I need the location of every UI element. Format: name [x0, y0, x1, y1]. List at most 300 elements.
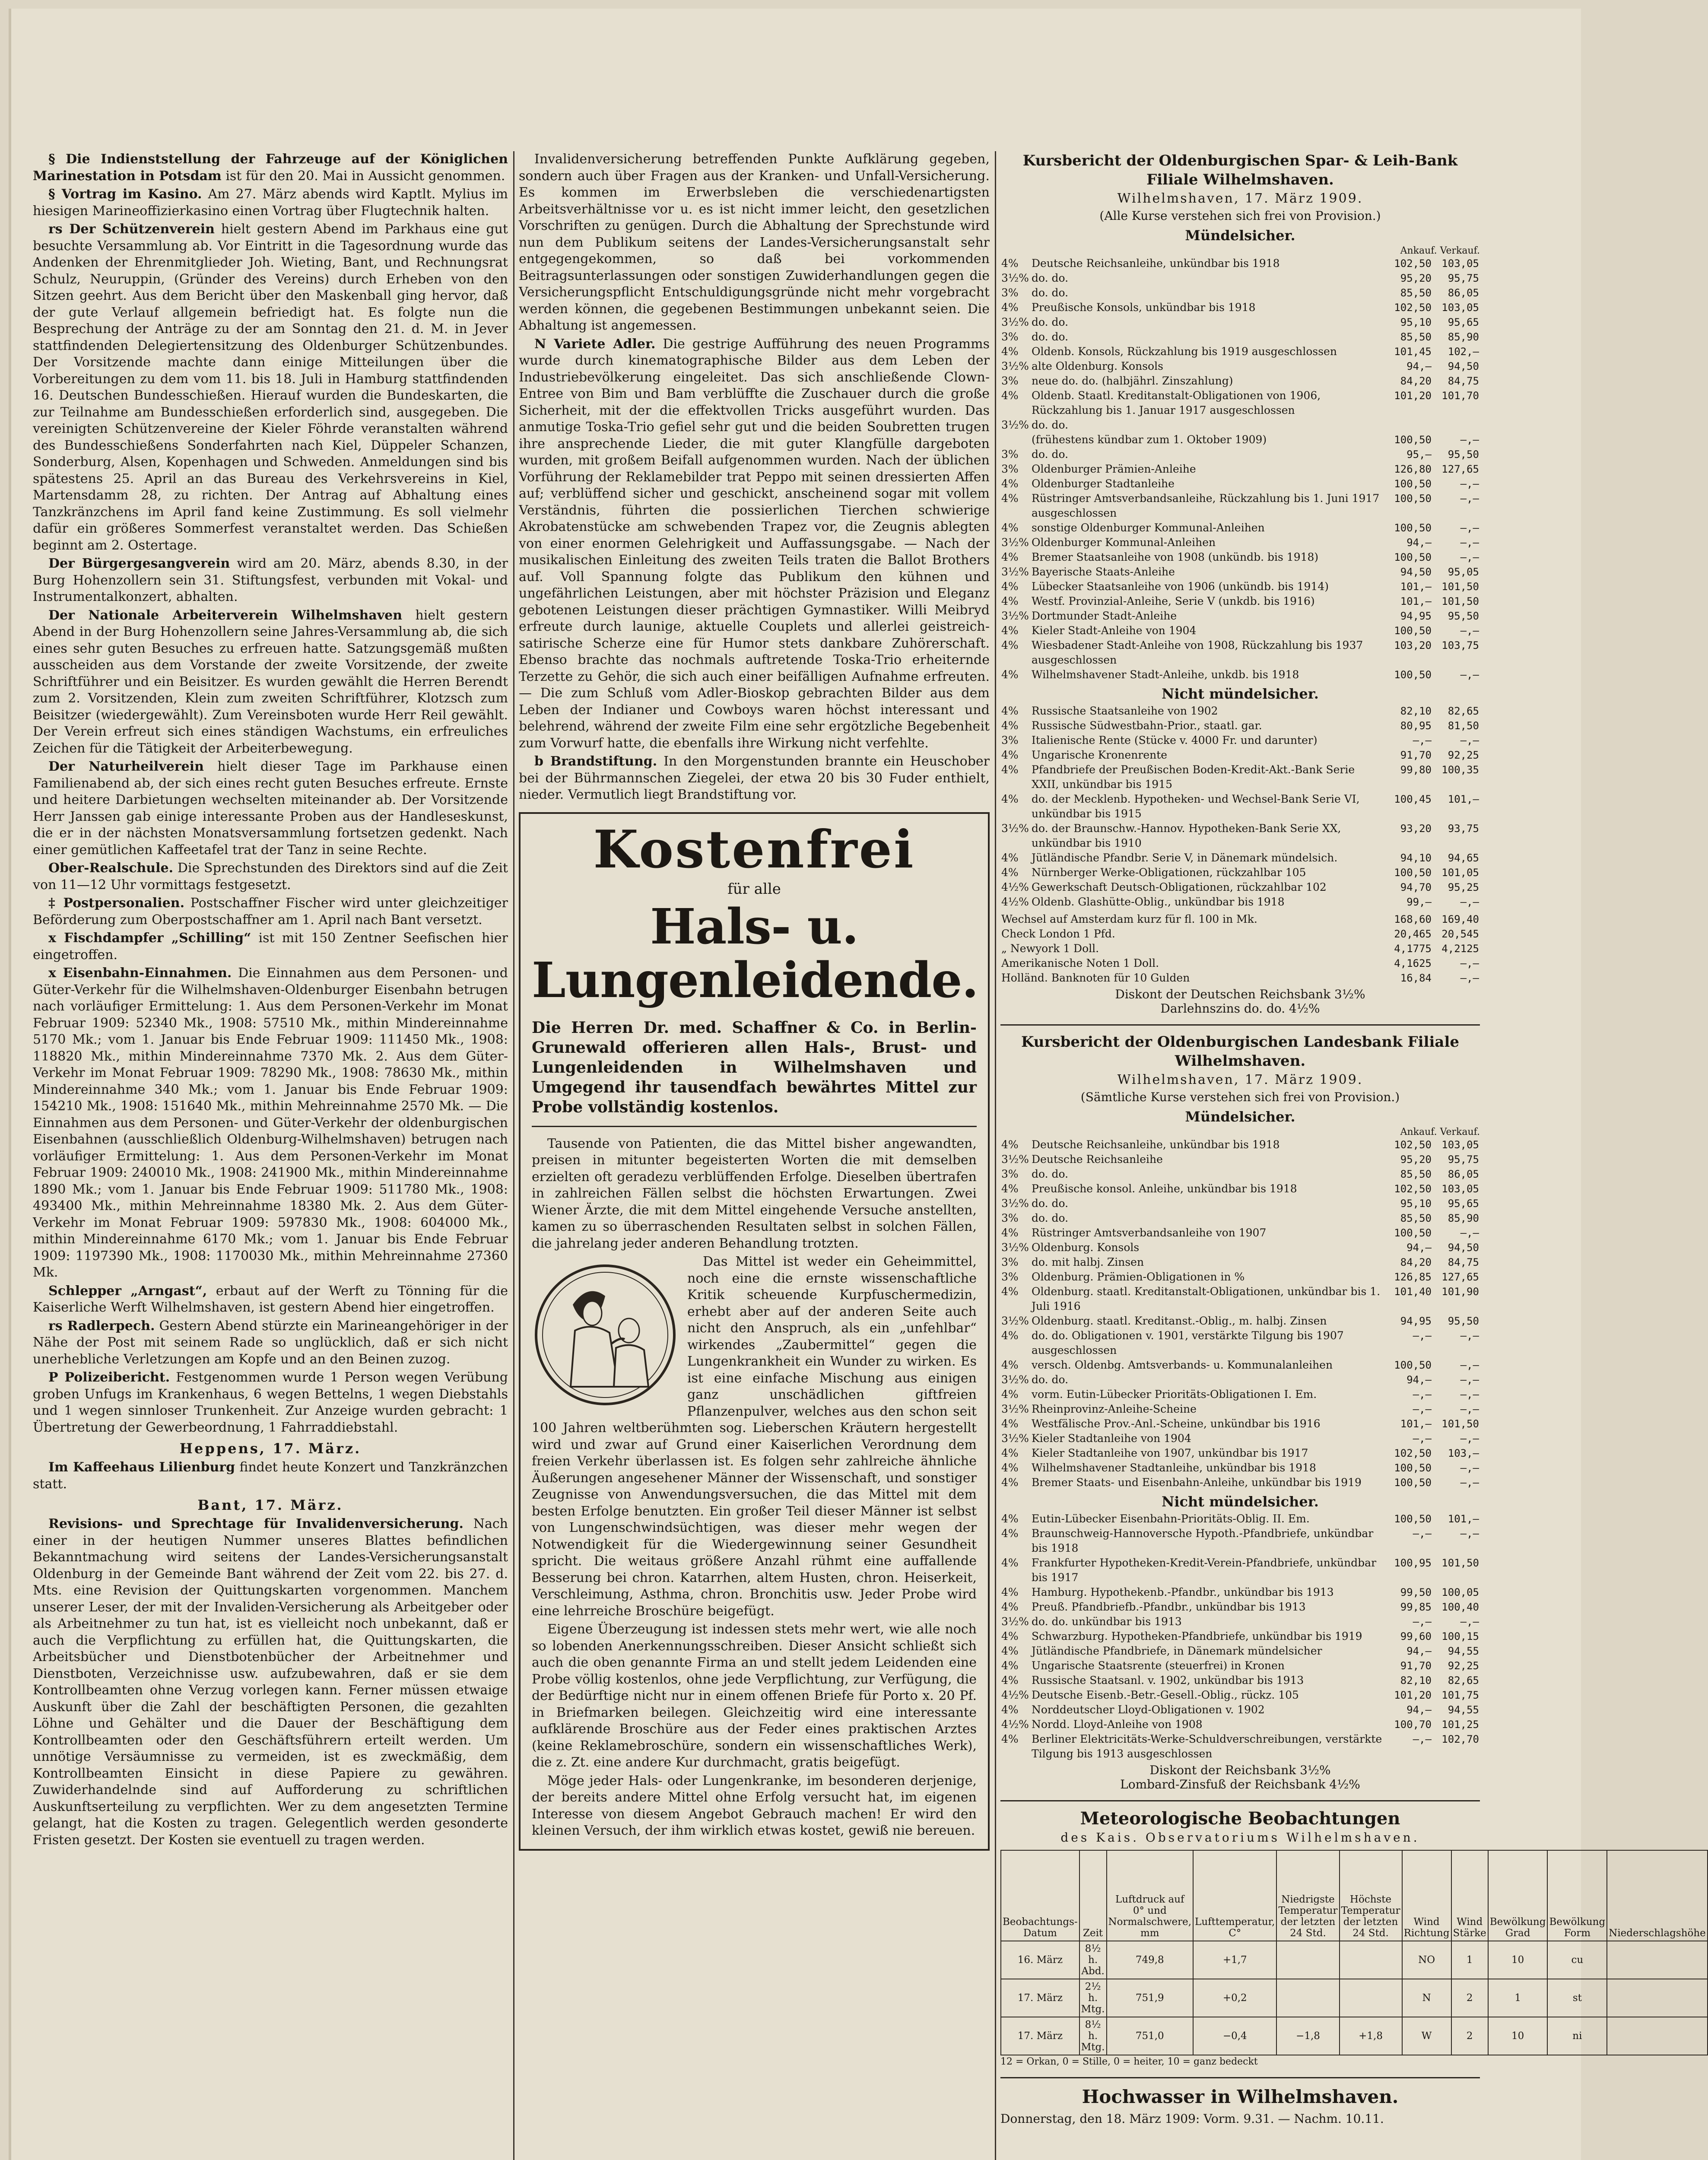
table-cell: 101,20 — [1394, 390, 1432, 402]
article-body: hielt gestern Abend im Parkhaus eine gut besuchte Versammlung ab. Vor Eintritt in die Tagesordnung wurde das Andenken der Ehrenmitglieder Joh. Wieting, Bant, und Rechnungsrat Schulz, Neuruppin, (Gründer des Vereins) durch Erheben von den Sitzen geehrt. Aus dem Bericht über den Maskenball ging hervor, daß der gute Verlauf allgemein befriedigt hat. Es folgte nun die Besprechung der Anträge zu der am Sonntag den 21. d. M. in Jever stattfindenden Delegiertensitzung des Oldenburger Schützenbundes. Der Vorsitzende machte dann einige Mitteilungen über die Vorbereitungen zu dem vom 11. bis 18. Juli in Hamburg stattfindenden 16. Deutschen Bundesschießen. Hierauf wurden die Bundeskarten, die zur Teilnahme am Bundesschießen erforderlich sind, ausgegeben. Die vereinigten Schützenvereine der Kieler Föhrde veranstalten während des Bundesschießens Sonderfahrten nach Kiel, Düppeler Schanzen, Sonderburg, Alsen, Kopenhagen und Schweden. Anmeldungen sind bis spätestens 25. April an das Bureau des Verkehrsvereins in Kiel, Martensdamm 28, zu richten. Der Antrag auf Abhaltung eines Tanzkränzchens im April fand keine Zustimmung. Es soll vielmehr dafür ein größeres Sommerfest veranstaltet werden. Das Schießen beginnt am 2. Ostertage. — [33, 222, 508, 553]
article-body: hielt gestern Abend in der Burg Hohenzollern seine Jahres-Versammlung ab, die sich eines sehr guten Besuches zu erfreuen hatte. Satzungsgemäß mußten ausscheiden aus dem Vorstande der zweite Vorsitzende, der zweite Schriftführer und ein Beisitzer. Es wurden gewählt die Herren Berendt zum 2. Vorsitzenden, Klein zum zweiten Schriftführer, Klotzsch zum Beisitzer (wiedergewählt). Zum Vereinsboten wurde Herr Reil gewählt. Der Verein erfreut sich eines ständigen Wachstums, ein erfreuliches Zeichen für die Tätigkeit der Arbeiterbewegung. — [33, 607, 508, 756]
article-body: Nach einer in der heutigen Nummer unseres Blattes befindlichen Bekanntmachung wird seitens der Landes-Versicherungsanstalt Oldenburg in der Gemeinde Bant während der Zeit vom 22. bis 27. d. Mts. eine Revision der Quittungskarten vorgenommen. Manchem unserer Leser, der mit der Invaliden-Versicherung als Arbeitgeber oder als Arbeitnehmer zu tun hat, ist es vielleicht noch unbekannt, daß er auch die Verpflichtung zu erfüllen hat, die Quittungskarten, die Arbeitsbücher und Dienstbotenbücher der Arbeitnehmer und Dienstboten, Verzeichnisse usw. aufzubewahren, daß er sie dem Kontrollbeamten ohne Verzug vorlegen kann. Ferner müssen etwaige Auskunft über die Zahl der beschäftigten Personen, die gezahlten Löhne und Gehälter und die Dauer der Beschäftigung dem Kontrollbeamten oder den Geschäftsführern erteilt werden. Um unnötige Versäumnisse zu vermeiden, ist es zweckmäßig, dem Kontrollbeamten Einsicht in diese Papiere zu gewähren. Zuwiderhandelnde sind auf Aufforderung zu schriftlichen Auskunftserteilung zu verpflichten. Wer zu dem angesetzten Termine gelangt, hat die Kosten zu tragen. Gelegentlich werden gesonderte Fristen gesetzt. Der Kosten sie eventuell zu tragen werden. — [33, 1516, 508, 1848]
kurs2-column-header: Ankauf. Verkauf. — [1400, 1127, 1480, 1137]
table-cell: 4% — [1001, 1512, 1019, 1525]
table-cell: —,— — [1460, 522, 1479, 534]
table-cell: 100,40 — [1441, 1601, 1479, 1613]
table-cell: 95,10 — [1400, 316, 1432, 328]
table-cell: 99,50 — [1400, 1586, 1432, 1598]
table-row — [1000, 432, 1480, 447]
table-cell: 20,465 — [1394, 928, 1432, 940]
table-cell: 4½% — [1001, 896, 1029, 908]
table-cell: 3½% — [1001, 1373, 1029, 1386]
table-cell: —,— — [1460, 1477, 1479, 1489]
article-body: Postschaffner Fischer wird unter gleichzeitiger Beförderung zum Oberpostschaffner am 1. April nach Bant versetzt. — [33, 896, 508, 928]
table-cell: Pfandbriefe der Preußischen Boden-Kredit-Akt.-Bank Serie XXII, unkündbar bis 1915 — [1032, 763, 1355, 791]
kurs2-table-unsafe — [1000, 1512, 1480, 1761]
table-cell: Jütländische Pfandbriefe, in Dänemark mündelsicher — [1032, 1645, 1322, 1657]
table-row — [1000, 1182, 1480, 1196]
meteo-header-cell: Höchste Temperatur der letzten 24 Std. — [1340, 1850, 1402, 1941]
table-row — [1000, 550, 1480, 565]
kurs1-date: Wilhelmshaven, 17. März 1909. — [1117, 191, 1363, 206]
table-cell: 100,50 — [1394, 1513, 1432, 1525]
meteo-header-cell: Lufttemperatur, C° — [1193, 1850, 1276, 1941]
table-cell: 92,25 — [1448, 1660, 1479, 1672]
tide-times: Donnerstag, den 18. März 1909: Vorm. 9.31. — Nachm. 10.11. — [1000, 2112, 1384, 2126]
table-cell: 3½% — [1001, 822, 1029, 835]
table-cell: 4% — [1001, 1417, 1019, 1430]
table-row — [1000, 1475, 1480, 1490]
table-cell: Oldenburg. staatl. Kreditanstalt-Obligationen, unkündbar bis 1. Juli 1916 — [1032, 1285, 1381, 1312]
table-cell: 81,50 — [1448, 720, 1479, 732]
table-cell: 4% — [1001, 1556, 1019, 1569]
table-cell: 127,65 — [1441, 463, 1479, 475]
meteo-header-cell: Niederschlagshöhe — [1607, 1850, 1708, 1941]
kurs2-note: (Sämtliche Kurse verstehen sich frei von Provision.) — [1080, 1090, 1400, 1104]
table-cell: —,— — [1460, 669, 1479, 681]
table-row — [1000, 565, 1480, 579]
table-cell: Kieler Stadt-Anleihe von 1904 — [1032, 624, 1197, 637]
table-cell: Westf. Provinzial-Anleihe, Serie V (unkdb. bis 1916) — [1032, 595, 1315, 607]
article — [33, 759, 508, 858]
table-cell: 3½% — [1001, 419, 1029, 431]
table-row — [1000, 609, 1480, 623]
table-row — [1000, 718, 1480, 733]
table-cell: 3% — [1001, 463, 1019, 475]
table-row — [1000, 895, 1480, 909]
meteo-cell: 17. März — [1001, 1979, 1079, 2017]
table-cell: Oldenb. Konsols, Rückzahlung bis 1919 ausgeschlossen — [1032, 345, 1337, 358]
table-row — [1000, 1255, 1480, 1270]
table-cell: 126,85 — [1394, 1271, 1432, 1283]
table-cell: 95,75 — [1448, 272, 1479, 284]
article-body: hielt dieser Tage im Parkhause einen Familienabend ab, der sich eines recht guten Besuches erfreute. Ernste und heitere Darbietungen wechselten miteinander ab. Der Vorsitzende Herr Janssen gab einige interessante Proben aus der Handleseskunst, die er in der nächsten Monatsversammlung fortsetzen gedenkt. Nach einer gemütlichen Kaffeetafel trat der Tanz in seine Rechte. — [33, 759, 508, 858]
table-cell: 3½% — [1001, 565, 1029, 578]
table-cell: 4% — [1001, 1138, 1019, 1151]
table-cell: 4% — [1001, 1703, 1019, 1716]
table-cell: 94,— — [1406, 1645, 1432, 1657]
table-cell: 101,50 — [1441, 581, 1479, 593]
table-row — [1000, 1644, 1480, 1658]
meteo-header-cell: Beobachtungs- Datum — [1001, 1850, 1079, 1941]
table-cell: 4% — [1001, 345, 1019, 358]
table-cell: 93,75 — [1448, 823, 1479, 835]
meteo-row — [1001, 2017, 1708, 2055]
meteo-cell — [1340, 1941, 1402, 1979]
table-cell: —,— — [1460, 537, 1479, 549]
table-cell: Russische Staatsanleihe von 1902 — [1032, 705, 1218, 717]
table-cell: —,— — [1460, 957, 1479, 969]
table-cell: 4% — [1001, 580, 1019, 593]
table-cell: 84,75 — [1448, 1256, 1479, 1268]
table-cell: 103,05 — [1441, 1139, 1479, 1151]
table-cell: do. der Mecklenb. Hypotheken- und Wechsel-Bank Serie VI, unkündbar bis 1915 — [1032, 793, 1360, 820]
table-cell: —,— — [1460, 1330, 1479, 1342]
table-cell: Deutsche Eisenb.-Betr.-Gesell.-Oblig., rückz. 105 — [1032, 1689, 1299, 1701]
table-row — [1000, 704, 1480, 718]
meteo-cell: 8½ h. Mtg. — [1079, 2017, 1107, 2055]
table-cell: 94,95 — [1400, 610, 1432, 622]
table-cell: Lübecker Staatsanleihe von 1906 (unkündb. bis 1914) — [1032, 580, 1329, 593]
table-cell: 102,50 — [1394, 257, 1432, 270]
table-row — [1000, 1673, 1480, 1688]
kurs1-section-safe: Mündelsicher. — [1185, 227, 1295, 244]
table-row — [1000, 1240, 1480, 1255]
table-cell: Dortmunder Stadt-Anleihe — [1032, 610, 1177, 622]
table-cell: —,— — [1460, 972, 1479, 984]
table-row — [1000, 1270, 1480, 1284]
ad-paragraph: Das Mittel ist weder ein Geheimmittel, noch eine die ernste wissenschaftliche Kritik scheuende Kurpfuschermedizin, erhebt aber auf der anderen Seite auch nicht den Anspruch, als ein „unfehlbar“ wirkendes „Zaubermittel“ gegen die Lungenkrankheit ein Wunder zu wirken. Es ist eine einfache Mischung aus einigen ganz unschädlichen giftfreien Pflanzenpulver, welches aus den schon seit 100 Jahren weltberühmten sog. Lieberschen Kräutern hergestellt wird und zwar auf Grund einer Kaiserlichen Verordnung dem freien Verkehr überlassen ist. Es folgen sehr zahlreiche ähnliche Äußerungen angesehener Männer der Wissenschaft, und sonstiger Zeugnisse von Anwendungsversuchen, die das Mittel mit dem besten Erfolge benutzten. Ein großer Teil dieser Männer ist selbst von Lungenschwindsüchtigen, was dieser mehr wegen der Notwendigkeit für die Wiedergewinnung seiner Gesundheit spricht. Die weitaus größere Anzahl rühmt eine auffallende Besserung bei chron. Katarrhen, altem Husten, chron. Heiserkeit, Verschleimung, Asthma, chron. Bronchitis usw. Jeder Probe wird eine lehrreiche Broschüre beigefügt. — [532, 1254, 977, 1619]
table-cell: 126,80 — [1394, 463, 1432, 475]
article — [33, 1459, 508, 1493]
table-cell: 82,10 — [1400, 705, 1432, 717]
table-cell: —,— — [1460, 896, 1479, 908]
kurs1-section-unsafe: Nicht mündelsicher. — [1162, 686, 1319, 702]
table-cell: —,— — [1460, 1388, 1479, 1401]
table-cell: 94,50 — [1448, 360, 1479, 372]
ad-for-all: für alle — [727, 880, 781, 898]
ad-title: Kostenfrei — [593, 819, 915, 880]
table-cell: do. do. — [1032, 1373, 1069, 1386]
column-rule — [513, 151, 514, 2160]
meteo-header-cell: Bewölkung Form — [1547, 1850, 1607, 1941]
table-cell: 85,50 — [1400, 287, 1432, 299]
table-cell: 4% — [1001, 1461, 1019, 1474]
meteo-cell: 751,0 — [1107, 2017, 1194, 2055]
table-cell: 4% — [1001, 1527, 1019, 1540]
kurs2-discount: Diskont der Reichsbank 3½% — [1149, 1763, 1331, 1777]
table-cell: —,— — [1413, 734, 1432, 746]
table-row — [1000, 1512, 1480, 1526]
table-cell: Nürnberger Werke-Obligationen, rückzahlbar 105 — [1032, 866, 1306, 879]
dateline: Bant, 17. März. — [197, 1497, 343, 1513]
table-cell: —,— — [1460, 1528, 1479, 1540]
table-cell: 3½% — [1001, 1615, 1029, 1628]
article-heading: § Vortrag im Kasino. — [48, 187, 202, 202]
table-cell: Wilhelmshavener Stadt-Anleihe, unkdb. bis 1918 — [1032, 668, 1299, 681]
ad-headline: Hals- u. Lungenleidende. — [532, 898, 978, 1009]
meteo-header-cell: Wind Richtung — [1402, 1850, 1451, 1941]
kurs2-date: Wilhelmshaven, 17. März 1909. — [1117, 1072, 1363, 1087]
table-cell: Jütländische Pfandbr. Serie V, in Dänemark mündelsich. — [1032, 851, 1338, 864]
table-cell: 94,55 — [1448, 1645, 1479, 1657]
table-row — [1000, 1314, 1480, 1328]
table-cell: —,— — [1460, 625, 1479, 637]
table-cell: 95,50 — [1448, 448, 1479, 461]
table-cell: 4% — [1001, 521, 1019, 534]
table-cell: Oldenburg. Konsols — [1032, 1241, 1140, 1254]
table-row — [1000, 1556, 1480, 1585]
table-cell: 4½% — [1001, 881, 1029, 893]
table-cell: 4% — [1001, 668, 1019, 681]
article-body: ist für den 20. Mai in Aussicht genommen. — [225, 168, 505, 184]
article — [33, 895, 508, 928]
table-cell: 3% — [1001, 330, 1019, 343]
table-cell: 82,65 — [1448, 705, 1479, 717]
table-cell: 3% — [1001, 1212, 1019, 1224]
meteo-row — [1001, 1979, 1708, 2017]
table-cell: 16,84 — [1400, 972, 1432, 984]
table-cell: 91,70 — [1400, 1660, 1432, 1672]
ad-paragraph: Eigene Überzeugung ist indessen stets mehr wert, wie alle noch so lobenden Anerkennungsschreiben. Dieser Ansicht schließt sich auch die oben genannte Firma an und stellt jedem Leidenden eine Probe völlig kostenlos, ohne jede Verpflichtung, zur Verfügung, die der Bedürftige nicht nur in einem offenen Briefe für Porto x. 20 Pf. in Briefmarken beilegen. Gleichzeitig wird eine interessante aufklärende Broschüre aus der Feder eines praktischen Arztes (keine Reklamebroschüre, sondern ein wissenschaftliches Werk), die z. Zt. eine andere Kur durchmacht, gratis beigefügt. — [532, 1622, 977, 1770]
table-cell: 100,35 — [1441, 764, 1479, 776]
meteo-cell: 17. März — [1001, 2017, 1079, 2055]
table-cell: 100,70 — [1394, 1718, 1432, 1731]
table-cell: 101,— — [1448, 793, 1479, 805]
table-cell: —,— — [1460, 478, 1479, 490]
table-row — [1000, 1732, 1480, 1761]
article-heading: N Variete Adler. — [534, 336, 656, 352]
table-cell: do. der Braunschw.-Hannov. Hypotheken-Bank Serie XX, unkündbar bis 1910 — [1032, 822, 1341, 849]
table-row — [1000, 1717, 1480, 1732]
article — [519, 151, 990, 334]
table-cell: Ungarische Staatsrente (steuerfrei) in Kronen — [1032, 1659, 1285, 1672]
table-cell: 100,50 — [1394, 522, 1432, 534]
divider — [1000, 1800, 1480, 1801]
ad-paragraph: Tausende von Patienten, die das Mittel bisher angewandten, preisen in mitunter begeisterten Worten die mit demselben erzielten oft geradezu verblüffenden Erfolge. Dieselben übertrafen in zahlreichen Fällen selbst die höchsten Erwartungen. Zwei Wiener Ärzte, die mit dem Mittel eingehende Versuche anstellten, kamen zu so überraschenden Resultaten selbst in solchen Fällen, die jahrelang jeder anderen Behandlung trotzten. — [532, 1136, 977, 1251]
table-row — [1000, 1328, 1480, 1358]
article — [519, 336, 990, 752]
table-cell: —,— — [1413, 1528, 1432, 1540]
article — [33, 186, 508, 219]
table-cell: 4% — [1001, 477, 1019, 490]
table-cell: 3½% — [1001, 1432, 1029, 1445]
table-cell: Wilhelmshavener Stadtanleihe, unkündbar bis 1918 — [1032, 1461, 1316, 1474]
table-cell: neue do. do. (halbjährl. Zinszahlung) — [1032, 375, 1233, 387]
table-row — [1000, 1688, 1480, 1703]
table-cell: 94,70 — [1400, 881, 1432, 893]
table-cell: 3½% — [1001, 1403, 1029, 1415]
table-cell: 4% — [1001, 1733, 1019, 1745]
table-cell: 3½% — [1001, 610, 1029, 622]
ad-paragraph: Möge jeder Hals- oder Lungenkranke, im besonderen derjenige, der bereits andere Mittel ohne Erfolg versucht hat, im eigenen Interesse von diesem Angebot Gebrauch machen! Er wird den kleinen Versuch, der ihm wirklich etwas kostet, gewiß nie bereuen. — [532, 1773, 977, 1838]
table-row — [1000, 315, 1480, 330]
table-row — [1000, 1461, 1480, 1475]
ad-lead: Die Herren Dr. med. Schaffner & Co. in Berlin-Grunewald offerieren allen Hals-, Brust- und Lungenleidenden in Wilhelmshaven und Umgegend ihr tausendfach bewährtes Mittel zur Probe vollständig kostenlos. — [532, 1018, 977, 1116]
table-cell: Holländ. Banknoten für 10 Gulden — [1001, 972, 1190, 984]
article — [33, 1369, 508, 1436]
table-row — [1000, 733, 1480, 748]
meteo-legend: 12 = Orkan, 0 = Stille, 0 = heiter, 10 = ganz bedeckt — [1000, 2056, 1258, 2067]
article — [33, 151, 508, 184]
table-cell: Kieler Stadtanleihe von 1904 — [1032, 1432, 1191, 1445]
table-cell: do. do. — [1032, 1212, 1069, 1224]
meteo-header-cell: Luftdruck auf 0° und Normalschwere, mm — [1107, 1850, 1194, 1941]
table-row — [1000, 594, 1480, 609]
article-heading: Der Naturheilverein — [48, 759, 204, 774]
table-cell: 4% — [1001, 1630, 1019, 1642]
table-cell: 4% — [1001, 719, 1019, 732]
table-cell: 101,— — [1448, 1513, 1479, 1525]
table-cell: —,— — [1460, 1403, 1479, 1415]
table-cell: Russische Staatsanl. v. 1902, unkündbar bis 1913 — [1032, 1674, 1304, 1687]
column-news-and-advertisement — [519, 151, 990, 2160]
table-row — [1000, 1211, 1480, 1226]
article-body: Am 27. März abends wird Kaptlt. Mylius im hiesigen Marineoffizierkasino einen Vortrag über Flugtechnik halten. — [33, 187, 508, 219]
advertisement — [519, 812, 990, 1851]
table-cell: 4% — [1001, 1601, 1019, 1613]
table-cell: Oldenburger Stadtanleihe — [1032, 477, 1175, 490]
table-row — [1000, 851, 1480, 865]
table-cell: 3% — [1001, 1271, 1019, 1283]
article-body: In den Morgenstunden brannte ein Heuschober bei der Bührmannschen Ziegelei, der etwa 20 bis 30 Fuder enthielt, nieder. Vermutlich liegt Brandstiftung vor. — [519, 754, 990, 802]
table-cell: 4,1625 — [1394, 957, 1432, 969]
table-cell: do. do. — [1032, 330, 1069, 343]
table-cell: Frankfurter Hypotheken-Kredit-Verein-Pfandbriefe, unkündbar bis 1917 — [1032, 1556, 1377, 1584]
kurs1-table-unsafe — [1000, 704, 1480, 909]
ad-divider — [532, 1126, 977, 1127]
table-cell: Italienische Rente (Stücke v. 4000 Fr. und darunter) — [1032, 734, 1318, 746]
table-cell: Hamburg. Hypothekenb.-Pfandbr., unkündbar bis 1913 — [1032, 1586, 1334, 1598]
table-cell: 103,20 — [1394, 639, 1432, 651]
meteo-cell: ni — [1547, 2017, 1607, 2055]
table-cell: 3½% — [1001, 1241, 1029, 1254]
kurs2-title: Kursbericht der Oldenburgischen Landesbank Filiale Wilhelmshaven. — [1021, 1033, 1460, 1070]
table-cell: 93,20 — [1400, 823, 1432, 835]
table-row — [1000, 623, 1480, 638]
table-row — [1000, 1585, 1480, 1600]
table-cell: Oldenburg. Prämien-Obligationen in % — [1032, 1271, 1245, 1283]
table-cell: 4% — [1001, 1674, 1019, 1687]
table-cell: Wiesbadener Stadt-Anleihe von 1908, Rückzahlung bis 1937 ausgeschlossen — [1032, 639, 1363, 666]
table-cell: Amerikanische Noten 1 Doll. — [1001, 957, 1159, 969]
table-cell: 99,— — [1406, 896, 1432, 908]
table-row — [1000, 418, 1480, 432]
meteo-header-row — [1001, 1850, 1708, 1941]
table-cell: do. do. — [1032, 1168, 1069, 1180]
table-cell: —,— — [1460, 734, 1479, 746]
table-cell: 101,50 — [1441, 1557, 1479, 1569]
table-cell: 3½% — [1001, 360, 1029, 372]
table-cell: 4,1775 — [1394, 943, 1432, 955]
table-cell: Preußische Konsols, unkündbar bis 1918 — [1032, 301, 1256, 314]
table-cell: 3% — [1001, 375, 1019, 387]
meteo-row — [1001, 1941, 1708, 1979]
table-cell: 94,— — [1406, 537, 1432, 549]
table-cell: „ Newyork 1 Doll. — [1001, 942, 1099, 955]
table-cell: Preuß. Pfandbriefb.-Pfandbr., unkündbar bis 1913 — [1032, 1601, 1306, 1613]
table-cell: 103,— — [1448, 1447, 1479, 1459]
article — [33, 556, 508, 606]
table-cell: 95,75 — [1448, 1153, 1479, 1166]
meteo-cell: 16. März — [1001, 1941, 1079, 1979]
table-cell: 95,— — [1406, 448, 1432, 461]
article-heading: Schlepper „Arngast“, — [48, 1283, 207, 1299]
table-cell: Rheinprovinz-Anleihe-Scheine — [1032, 1403, 1197, 1415]
table-cell: 94,— — [1406, 1374, 1432, 1386]
table-cell: —,— — [1413, 1616, 1432, 1628]
table-cell: do. do. — [1032, 286, 1069, 299]
nurse-illustration-icon — [532, 1257, 679, 1413]
table-cell: Oldenb. Staatl. Kreditanstalt-Obligationen von 1906, Rückzahlung bis 1. Januar 1917 ausgeschlossen — [1032, 389, 1321, 416]
meteo-cell: 10 — [1488, 2017, 1548, 2055]
table-row — [1000, 330, 1480, 344]
table-row — [1000, 792, 1480, 821]
meteo-header-cell: Niedrigste Temperatur der letzten 24 Std. — [1276, 1850, 1339, 1941]
table-cell: 3½% — [1001, 1315, 1029, 1327]
table-cell: alte Oldenburg. Konsols — [1032, 360, 1163, 372]
table-row — [1000, 762, 1480, 792]
table-cell: 85,50 — [1400, 1212, 1432, 1224]
table-cell: —,— — [1413, 1433, 1432, 1445]
table-cell: 95,50 — [1448, 1315, 1479, 1327]
table-cell: 95,25 — [1448, 881, 1479, 893]
table-row — [1000, 256, 1480, 271]
table-cell: Nordd. Lloyd-Anleihe von 1908 — [1032, 1718, 1203, 1731]
table-row — [1000, 1614, 1480, 1629]
table-row — [1000, 667, 1480, 682]
table-cell: Braunschweig-Hannoversche Hypoth.-Pfandbriefe, unkündbar bis 1918 — [1032, 1527, 1374, 1554]
table-row — [1000, 579, 1480, 594]
table-cell: 100,50 — [1394, 669, 1432, 681]
table-cell: Check London 1 Pfd. — [1001, 928, 1115, 940]
table-row — [1000, 476, 1480, 491]
table-cell: 4% — [1001, 1182, 1019, 1195]
table-cell: 4% — [1001, 1476, 1019, 1489]
divider — [1000, 1024, 1480, 1026]
table-cell: —,— — [1460, 492, 1479, 505]
table-cell: 3% — [1001, 448, 1019, 461]
table-row — [1000, 1152, 1480, 1167]
table-cell: 4% — [1001, 851, 1019, 864]
table-cell: 4,2125 — [1441, 943, 1479, 955]
meteo-cell — [1276, 1941, 1339, 1979]
table-cell: 102,50 — [1394, 302, 1432, 314]
table-cell: 3% — [1001, 734, 1019, 746]
kurs1-table-exchange — [1000, 912, 1480, 985]
table-cell: 94,50 — [1400, 566, 1432, 578]
table-cell: 4% — [1001, 749, 1019, 761]
kurs2-section-unsafe: Nicht mündelsicher. — [1162, 1493, 1319, 1510]
table-row — [1000, 1167, 1480, 1182]
table-cell: Westfälische Prov.-Anl.-Scheine, unkündbar bis 1916 — [1032, 1417, 1321, 1430]
article-body: ist mit 150 Zentner Seefischen hier eingetroffen. — [33, 931, 508, 962]
table-cell: 85,50 — [1400, 331, 1432, 343]
table-cell: —,— — [1413, 1330, 1432, 1342]
table-cell: 100,50 — [1394, 1462, 1432, 1474]
table-row — [1000, 1196, 1480, 1211]
table-cell: 95,50 — [1448, 610, 1479, 622]
table-row — [1000, 638, 1480, 667]
meteo-cell: st — [1547, 1979, 1607, 2017]
kurs2-table-safe — [1000, 1137, 1480, 1490]
table-row — [1000, 941, 1480, 956]
meteo-cell: 2 — [1451, 2017, 1488, 2055]
table-cell: 102,50 — [1394, 1447, 1432, 1459]
table-row — [1000, 1137, 1480, 1152]
table-cell: —,— — [1460, 1359, 1479, 1371]
table-cell: 3½% — [1001, 272, 1029, 284]
table-cell — [1385, 418, 1432, 432]
table-cell: 99,85 — [1400, 1601, 1432, 1613]
table-cell: Deutsche Reichsanleihe, unkündbar bis 1918 — [1032, 1138, 1280, 1151]
table-cell: 100,50 — [1394, 1227, 1432, 1239]
table-cell: 101,70 — [1441, 390, 1479, 402]
table-cell: 100,95 — [1394, 1557, 1432, 1569]
table-row — [1000, 1372, 1480, 1387]
tide-title: Hochwasser in Wilhelmshaven. — [1082, 2086, 1399, 2107]
article-heading: rs Der Schützenverein — [48, 222, 215, 237]
table-cell: 4% — [1001, 492, 1019, 505]
article — [33, 607, 508, 757]
table-cell: 100,50 — [1394, 478, 1432, 490]
table-cell: 3% — [1001, 1256, 1019, 1268]
table-cell: 80,95 — [1400, 720, 1432, 732]
table-cell: —,— — [1460, 1227, 1479, 1239]
table-cell: 92,25 — [1448, 749, 1479, 761]
table-cell: 94,— — [1406, 360, 1432, 372]
table-row — [1000, 956, 1480, 971]
